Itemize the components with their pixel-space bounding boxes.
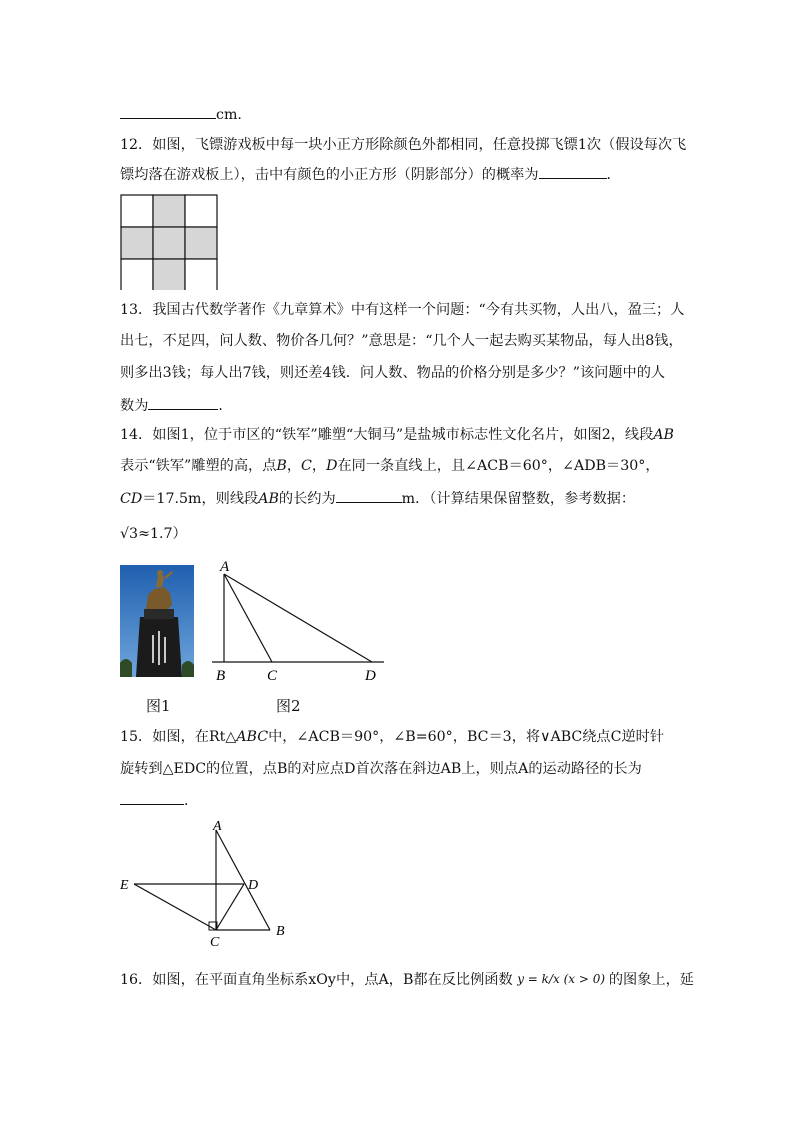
var-ab: AB: [653, 427, 674, 443]
unit-text: cm.: [216, 107, 242, 123]
shaded-square: [153, 227, 185, 259]
comma: ，: [311, 458, 327, 474]
q15-text: 15．如图，在Rt△: [120, 729, 237, 745]
var-cd: CD: [120, 491, 143, 507]
q13-line3: 则多出3钱；每人出7钱，则还差4钱．问人数、物品的价格分别是多少？”该问题中的人: [120, 365, 666, 381]
answer-blank: [148, 395, 218, 410]
answer-blank: [120, 104, 216, 119]
answer-blank: [539, 164, 607, 179]
fig1-caption: 图1: [146, 697, 171, 715]
inverse-proportion-formula: [517, 972, 609, 986]
blank-square: [121, 195, 153, 227]
q14-text: 14．如图1，位于市区的“铁军”雕塑“大铜马”是盐城市标志性文化名片，如图2，线段: [120, 427, 654, 443]
var-ab: AB: [258, 491, 279, 507]
q13-line2: 出七，不足四，问人数、物价各几何？”意思是：“几个人一起去购买某物品，每人出8钱，: [120, 333, 683, 349]
q14-line3: [120, 488, 635, 509]
q15-line1: [120, 727, 664, 747]
answer-blank: [120, 790, 184, 805]
q14-text: ＝17.5m，则线段: [142, 491, 259, 507]
q13-period: ．: [218, 398, 233, 414]
q13-line4: [120, 395, 233, 416]
triangle-figure-2: [200, 556, 390, 686]
shaded-square: [153, 195, 185, 227]
label-c: C: [210, 935, 220, 950]
formula-text: y = k/x (x > 0): [517, 972, 606, 986]
rotation-figure: [114, 818, 294, 952]
segment-ad: [224, 574, 372, 662]
label-e: E: [120, 878, 129, 893]
var-abc: ABC: [236, 729, 269, 745]
segment-ab: [216, 830, 270, 930]
label-a: A: [220, 559, 230, 575]
q12-line1: 12．如图，飞镖游戏板中每一块小正方形除颜色外都相同，任意投掷飞镖1次（假设每次飞: [120, 137, 687, 153]
q14-text: 在同一条直线上，且∠ACB＝60°，∠ADB＝30°，: [337, 458, 660, 474]
fig2-caption: 图2: [276, 697, 301, 715]
q15-period: ．: [184, 793, 199, 809]
comma: ，: [286, 458, 302, 474]
label-b: B: [276, 924, 285, 939]
var-d: D: [326, 458, 338, 474]
q16-text: 16．如图，在平面直角坐标系xOy中，点A，B都在反比例函数: [120, 972, 513, 988]
label-b: B: [216, 668, 226, 684]
q13-text: 数为: [120, 398, 149, 414]
shaded-square: [153, 259, 185, 290]
blank-square: [185, 259, 217, 290]
answer-blank: [336, 488, 402, 503]
segment-ac: [224, 574, 272, 662]
label-d: D: [248, 878, 259, 893]
q12-text: 镖均落在游戏板上），击中有颜色的小正方形（阴影部分）的概率为: [120, 167, 539, 183]
var-c: C: [301, 458, 312, 474]
q12-line2: [120, 164, 621, 185]
label-a: A: [213, 819, 222, 834]
var-b: B: [276, 458, 287, 474]
label-d: D: [365, 668, 376, 684]
q16-text: 的图象上，延: [608, 972, 694, 988]
q15-text: 中，∠ACB＝90°，∠B=60°，BC＝3，将∨ABC绕点C逆时针: [268, 729, 665, 745]
q15-line2: 旋转到△EDC的位置，点B的对应点D首次落在斜边AB上，则点A的运动路径的长为: [120, 761, 642, 777]
q14-line1: [120, 425, 674, 445]
label-c: C: [267, 668, 278, 684]
statue-photo: [120, 565, 194, 677]
q12-period: ．: [606, 167, 621, 183]
q11-answer-line: [120, 104, 242, 125]
q13-line1: 13．我国古代数学著作《九章算术》中有这样一个问题：“今有共买物，人出八，盈三；人: [120, 302, 685, 318]
shaded-square: [121, 227, 153, 259]
q14-line4: √3≈1.7）: [120, 526, 187, 542]
shaded-square: [185, 227, 217, 259]
dartboard-grid: [120, 194, 218, 290]
q14-line2: [120, 456, 660, 476]
segment-dc: [216, 884, 244, 930]
segment-ec: [134, 884, 216, 930]
q14-text: 表示“铁军”雕塑的高，点: [120, 458, 277, 474]
q14-text: 的长约为: [278, 491, 336, 507]
q15-line3: [120, 790, 198, 811]
q16-line1: [120, 970, 694, 990]
blank-square: [185, 195, 217, 227]
blank-square: [121, 259, 153, 290]
q14-text: m．（计算结果保留整数，参考数据：: [401, 491, 636, 507]
